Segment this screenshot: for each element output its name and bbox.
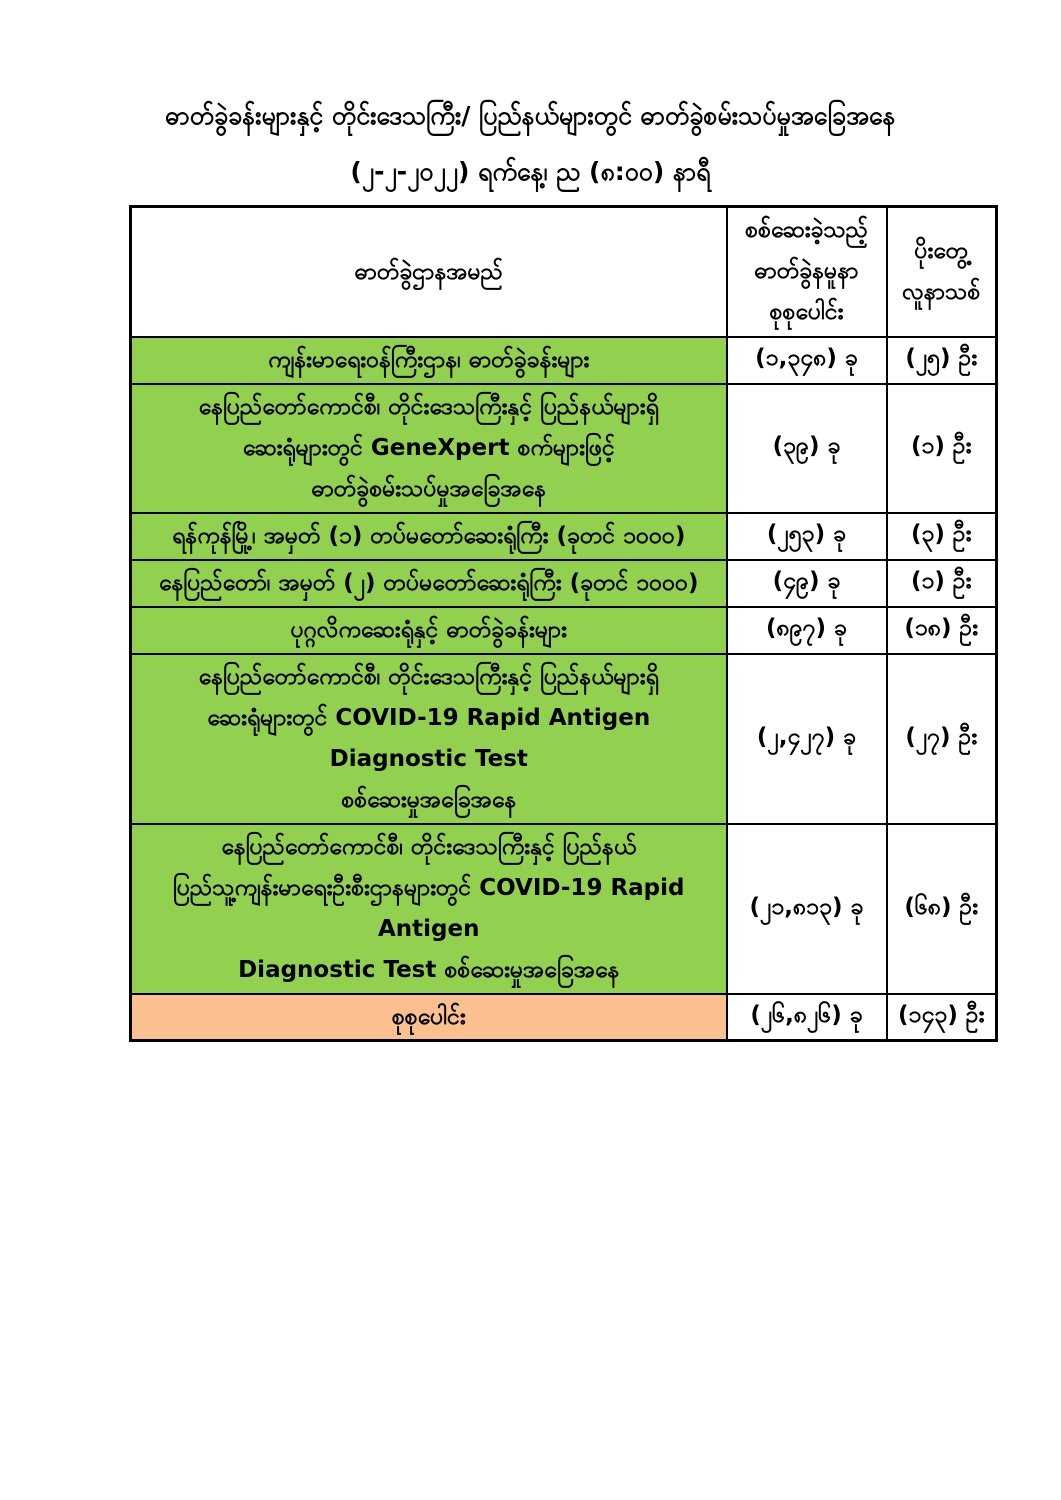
- positives-cell: (၃) ဦး: [887, 513, 997, 560]
- row-private-hospitals-labs: [131, 607, 997, 654]
- total-positives-cell: (၁၄၃) ဦး: [887, 994, 997, 1041]
- positives-cell: (၂၅) ဦး: [887, 337, 997, 384]
- page-subtitle-date: (၂-၂-၂၀၂၂) ရက်နေ့၊ ည (၈:၀၀) နာရီ: [350, 157, 711, 186]
- positives-cell: (၆၈) ဦး: [887, 824, 997, 994]
- row-rapid-antigen-public-health-depts: [131, 824, 997, 994]
- header-new-positives: ပိုးတွေ့ လူနာသစ်: [887, 207, 997, 337]
- positives-cell: (၁၈) ဦး: [887, 607, 997, 654]
- total-label-cell: စုစုပေါင်း: [131, 994, 727, 1041]
- lab-name-cell: နေပြည်တော်ကောင်စီ၊ တိုင်းဒေသကြီးနှင့် ပြည်နယ်များရှိ ဆေးရုံများတွင် GeneXpert စက်များဖြင့် ဓာတ်ခွဲစမ်းသပ်မှုအခြေအနေ: [131, 384, 727, 513]
- lab-name-cell: နေပြည်တော်ကောင်စီ၊ တိုင်းဒေသကြီးနှင့် ပြည်နယ်များရှိ ဆေးရုံများတွင် COVID-19 Rapid Antigen Diagnostic Test စစ်ဆေးမှုအခြေအနေ: [131, 654, 727, 824]
- row-rapid-antigen-hospitals: [131, 654, 997, 824]
- positives-cell: (၁) ဦး: [887, 560, 997, 607]
- lab-name-cell: ရန်ကုန်မြို့၊ အမှတ် (၁) တပ်မတော်ဆေးရုံကြီး (ခုတင် ၁၀၀၀): [131, 513, 727, 560]
- page-title: ဓာတ်ခွဲခန်းများနှင့် တိုင်းဒေသကြီး/ ပြည်နယ်များတွင် ဓာတ်ခွဲစမ်းသပ်မှုအခြေအနေ: [165, 101, 896, 130]
- positives-cell: (၂၇) ဦး: [887, 654, 997, 824]
- total-samples-cell: (၂၆,၈၂၆) ခု: [727, 994, 887, 1041]
- row-moh-laboratories: [131, 337, 997, 384]
- lab-testing-table: [129, 205, 998, 1042]
- header-total-samples: စစ်ဆေးခဲ့သည့် ဓာတ်ခွဲနမူနာ စုစုပေါင်း: [727, 207, 887, 337]
- samples-cell: (၈၉၇) ခု: [727, 607, 887, 654]
- samples-cell: (၂၅၃) ခု: [727, 513, 887, 560]
- lab-name-cell: ပုဂ္ဂလိကဆေးရုံနှင့် ဓာတ်ခွဲခန်းများ: [131, 607, 727, 654]
- positives-cell: (၁) ဦး: [887, 384, 997, 513]
- lab-name-cell: ကျန်းမာရေးဝန်ကြီးဌာန၊ ဓာတ်ခွဲခန်းများ: [131, 337, 727, 384]
- header-lab-name-label: ဓာတ်ခွဲဌာနအမည်: [354, 258, 503, 285]
- lab-name-cell: နေပြည်တော်၊ အမှတ် (၂) တပ်မတော်ဆေးရုံကြီး (ခုတင် ၁၀၀၀): [131, 560, 727, 607]
- row-grand-total: [131, 994, 997, 1041]
- row-genexpert-hospitals: [131, 384, 997, 513]
- samples-cell: (၂၁,၈၁၃) ခု: [727, 824, 887, 994]
- row-naypyitaw-no2-military-hospital: [131, 560, 997, 607]
- table-header-row: [131, 207, 997, 337]
- header-lab-name: [131, 207, 727, 337]
- samples-cell: (၂,၄၂၇) ခု: [727, 654, 887, 824]
- samples-cell: (၁,၃၄၈) ခု: [727, 337, 887, 384]
- samples-cell: (၄၉) ခု: [727, 560, 887, 607]
- report-title-block: [0, 92, 1061, 196]
- samples-cell: (၃၉) ခု: [727, 384, 887, 513]
- row-yangon-no1-military-hospital: [131, 513, 997, 560]
- lab-name-cell: နေပြည်တော်ကောင်စီ၊ တိုင်းဒေသကြီးနှင့် ပြည်နယ် ပြည်သူ့ကျန်းမာရေးဦးစီးဌာနများတွင် COVID-19 Rapid Antigen Diagnostic Test စစ်ဆေးမှုအခြေအနေ: [131, 824, 727, 994]
